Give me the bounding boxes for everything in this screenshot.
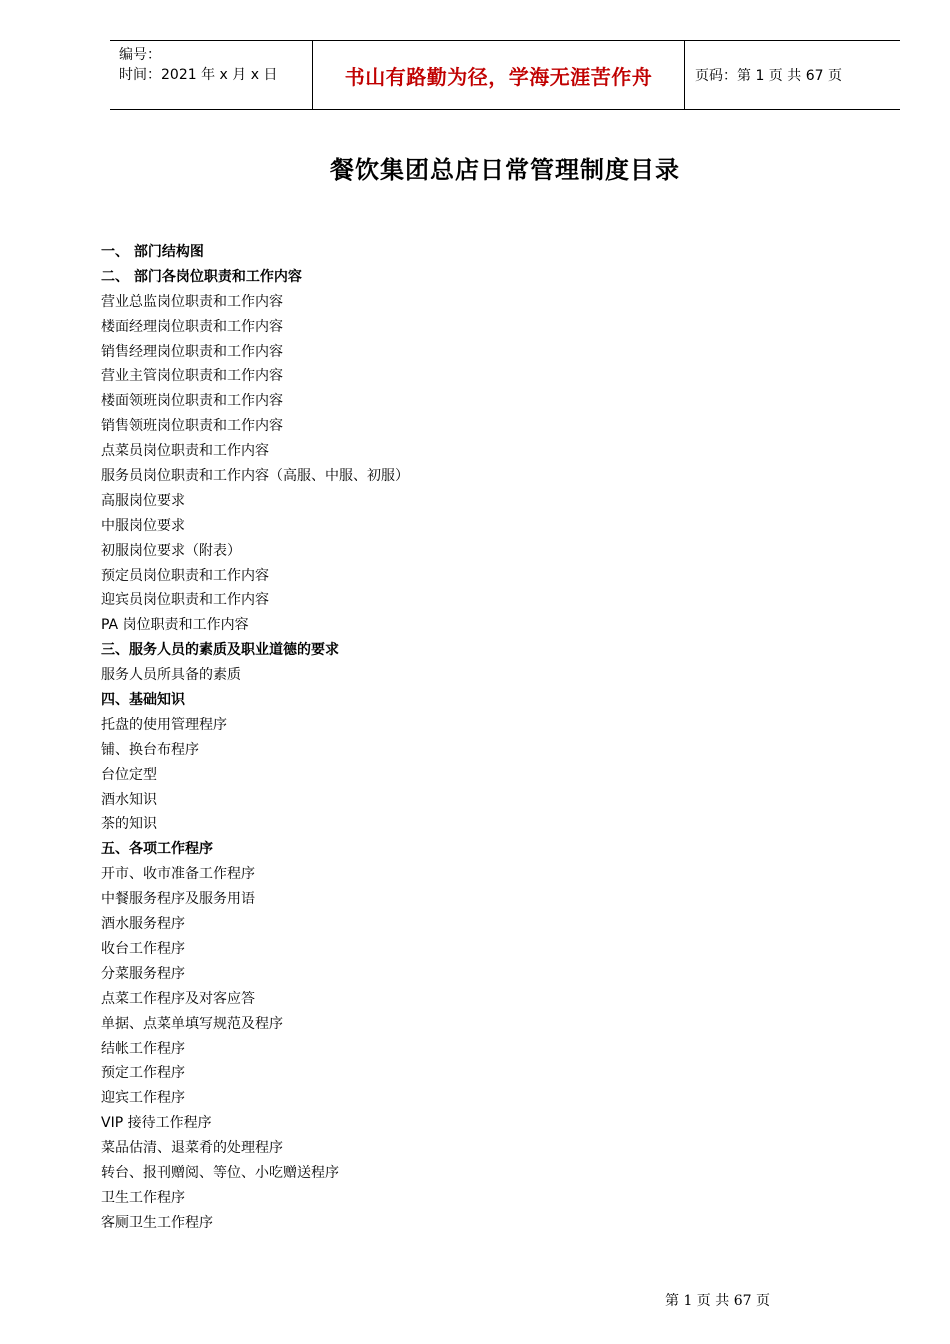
toc-item: 楼面经理岗位职责和工作内容 — [101, 318, 283, 335]
toc-item: 铺、换台布程序 — [101, 741, 199, 758]
toc-item: 中餐服务程序及服务用语 — [101, 891, 255, 908]
toc-item: 单据、点菜单填写规范及程序 — [101, 1015, 283, 1032]
toc-item: 预定工作程序 — [101, 1065, 185, 1082]
toc-section-heading: 三、服务人员的素质及职业道德的要求 — [101, 642, 339, 659]
toc-item: 客厕卫生工作程序 — [101, 1214, 213, 1231]
toc-item: 卫生工作程序 — [101, 1189, 185, 1206]
document-date: 时间：2021 年 x 月 x 日 — [119, 67, 278, 83]
header-motto: 书山有路勤为径，学海无涯苦作舟 — [312, 41, 685, 109]
toc-item: 迎宾员岗位职责和工作内容 — [101, 592, 269, 609]
toc-item: 中服岗位要求 — [101, 517, 185, 534]
toc-item: 营业主管岗位职责和工作内容 — [101, 368, 283, 385]
page-footer: 第 1 页 共 67 页 — [665, 1293, 770, 1309]
toc-item: 转台、报刊赠阅、等位、小吃赠送程序 — [101, 1164, 339, 1181]
toc-section-heading: 五、各项工作程序 — [101, 841, 213, 858]
toc-item: 高服岗位要求 — [101, 492, 185, 509]
toc-item: 托盘的使用管理程序 — [101, 716, 227, 733]
document-title: 餐饮集团总店日常管理制度目录 — [330, 156, 680, 184]
document-number-label: 编号： — [119, 47, 161, 63]
toc-item: 酒水服务程序 — [101, 916, 185, 933]
header-meta — [110, 41, 312, 109]
toc-item: 台位定型 — [101, 766, 157, 783]
toc-item: 茶的知识 — [101, 816, 157, 833]
toc-item: 服务员岗位职责和工作内容（高服、中服、初服） — [101, 468, 409, 485]
page-header — [110, 40, 900, 110]
toc-item: 分菜服务程序 — [101, 965, 185, 982]
toc-section-heading: 一、 部门结构图 — [101, 244, 204, 260]
toc-item: 菜品估清、退菜肴的处理程序 — [101, 1140, 283, 1157]
toc-item: 预定员岗位职责和工作内容 — [101, 567, 269, 584]
toc-item: 收台工作程序 — [101, 940, 185, 957]
toc-item: 服务人员所具备的素质 — [101, 667, 241, 684]
toc-item: 楼面领班岗位职责和工作内容 — [101, 393, 283, 410]
toc-item: 开市、收市准备工作程序 — [101, 866, 255, 883]
table-of-contents — [101, 240, 409, 1236]
toc-item: 酒水知识 — [101, 791, 157, 808]
toc-item: PA 岗位职责和工作内容 — [101, 617, 249, 634]
toc-section-heading: 二、 部门各岗位职责和工作内容 — [101, 268, 302, 285]
toc-item: 销售领班岗位职责和工作内容 — [101, 418, 283, 435]
toc-item: 初服岗位要求（附表） — [101, 542, 241, 559]
toc-item: VIP 接待工作程序 — [101, 1115, 212, 1132]
header-page-info: 页码：第 1 页 共 67 页 — [695, 68, 842, 84]
toc-item: 点菜工作程序及对客应答 — [101, 990, 255, 1007]
toc-item: 营业总监岗位职责和工作内容 — [101, 293, 283, 310]
toc-section-heading: 四、基础知识 — [101, 692, 185, 709]
toc-item: 销售经理岗位职责和工作内容 — [101, 343, 283, 360]
toc-item: 结帐工作程序 — [101, 1040, 185, 1057]
toc-item: 迎宾工作程序 — [101, 1090, 185, 1107]
toc-item: 点菜员岗位职责和工作内容 — [101, 443, 269, 460]
